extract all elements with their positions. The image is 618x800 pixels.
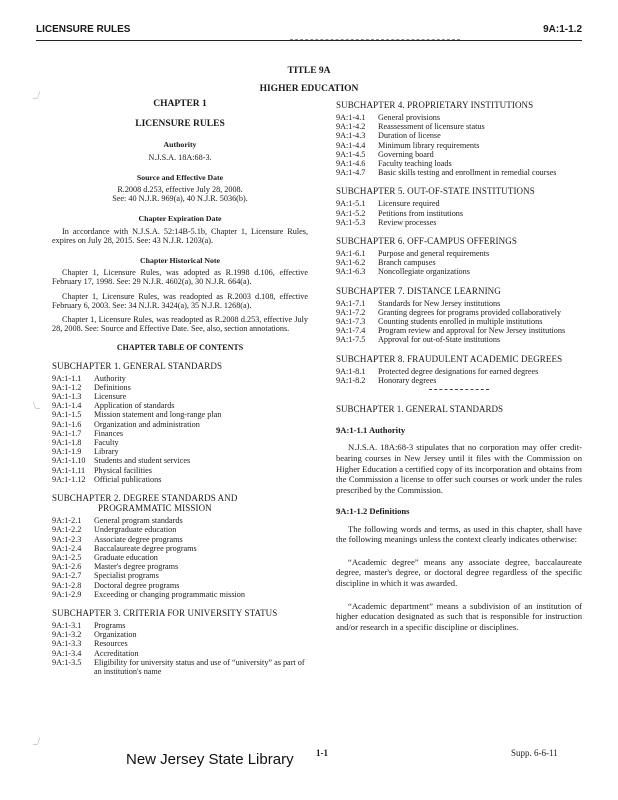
source-heading: Source and Effective Date bbox=[136, 172, 224, 182]
subchapter-5-title: SUBCHAPTER 5. OUT-OF-STATE INSTITUTIONS bbox=[336, 186, 535, 197]
chapter-number: CHAPTER 1 bbox=[153, 99, 207, 109]
subchapter-1-title: SUBCHAPTER 1. GENERAL STANDARDS bbox=[52, 360, 223, 371]
subchapter-6-title: SUBCHAPTER 6. OFF-CAMPUS OFFERINGS bbox=[336, 236, 517, 247]
toc-item: 9A:1-6.3 Noncollegiate organizations bbox=[336, 267, 470, 277]
right-column bbox=[336, 100, 582, 644]
subchapter-4-list bbox=[336, 113, 582, 177]
toc-item: 9A:1-7.1 Standards for New Jersey institutions bbox=[336, 298, 501, 308]
toc-item: 9A:1-7.4 Program review and approval for New Jersey institutions bbox=[336, 326, 566, 336]
toc-item: 9A:1-5.2 Petitions from institutions bbox=[336, 208, 464, 218]
title-line-2: HIGHER EDUCATION bbox=[259, 84, 359, 94]
running-header bbox=[36, 24, 582, 40]
history-para-3: Chapter 1, Licensure Rules, was readopted as R.2008 d.253, effective July 28, 2008. See: Source and Effective Date. See, also, section annotations. bbox=[52, 315, 308, 334]
toc-item: 9A:1-2.9 Exceeding or changing programmatic mission bbox=[52, 589, 245, 599]
section-1-1-heading: 9A:1-1.1 Authority bbox=[336, 425, 406, 436]
supplement-date: Supp. 6-6-11 bbox=[511, 748, 558, 758]
toc-item: 9A:1-1.9 Library bbox=[52, 447, 119, 457]
section-divider bbox=[429, 389, 489, 390]
definition-academic-department: “Academic department” means a subdivision of an institution of higher education designated as such that is responsible for instruction and/or research in a specific discipline or disciplines. bbox=[336, 600, 582, 632]
source-text-1: R.2008 d.253, effective July 28, 2008. bbox=[117, 185, 243, 195]
toc-item: 9A:1-4.5 Governing board bbox=[336, 149, 434, 159]
toc-item: 9A:1-3.5 Eligibility for university status and use of “university” as part of an institution's name bbox=[52, 657, 305, 676]
header-title: LICENSURE RULES bbox=[36, 24, 131, 35]
chapter-title: LICENSURE RULES bbox=[135, 119, 225, 130]
toc-item: 9A:1-8.1 Protected degree designations for earned degrees bbox=[336, 366, 539, 376]
page-number: 1-1 bbox=[316, 748, 328, 758]
margin-mark: \_ bbox=[33, 400, 41, 410]
margin-mark: _/ bbox=[33, 90, 41, 100]
toc-item: 9A:1-2.3 Associate degree programs bbox=[52, 534, 183, 544]
toc-item: 9A:1-1.4 Application of standards bbox=[52, 401, 175, 411]
subchapter-2-title-2: PROGRAMMATIC MISSION bbox=[98, 503, 212, 514]
header-rule bbox=[36, 40, 582, 41]
toc-item: 9A:1-4.3 Duration of license bbox=[336, 131, 441, 141]
subchapter-2-list bbox=[52, 516, 308, 599]
toc-item: 9A:1-6.2 Branch campuses bbox=[336, 258, 436, 268]
toc-item: 9A:1-3.2 Organization bbox=[52, 630, 137, 640]
subchapter-2-title-1: SUBCHAPTER 2. DEGREE STANDARDS AND bbox=[52, 493, 238, 504]
toc-item: 9A:1-7.5 Approval for out-of-State institutions bbox=[336, 335, 501, 345]
toc-title: CHAPTER TABLE OF CONTENTS bbox=[116, 343, 244, 353]
section-1-2-intro: The following words and terms, as used in this chapter, shall have the following meanings unless the context clearly indicates otherwise: bbox=[336, 523, 582, 545]
toc-item: 9A:1-2.8 Doctoral degree programs bbox=[52, 580, 180, 590]
definition-academic-degree: “Academic degree” means any associate degree, baccalaureate degree, master's degree, or doctoral degree regardless of the specific discipline in which it was awarded. bbox=[336, 556, 582, 589]
toc-item: 9A:1-3.4 Accreditation bbox=[52, 648, 139, 658]
toc-item: 9A:1-2.7 Specialist programs bbox=[52, 571, 159, 581]
authority-text: N.J.S.A. 18A:68-3. bbox=[148, 152, 212, 162]
toc-item: 9A:1-2.6 Master's degree programs bbox=[52, 562, 179, 572]
margin-mark: _/ bbox=[33, 736, 41, 746]
toc-item: 9A:1-4.6 Faculty teaching loads bbox=[336, 159, 452, 169]
subchapter-7-title: SUBCHAPTER 7. DISTANCE LEARNING bbox=[336, 285, 501, 296]
left-column bbox=[52, 100, 308, 685]
toc-item: 9A:1-2.5 Graduate education bbox=[52, 552, 158, 562]
toc-item: 9A:1-4.2 Reassessment of licensure status bbox=[336, 122, 485, 132]
toc-item: 9A:1-7.3 Counting students enrolled in multiple institutions bbox=[336, 317, 543, 327]
toc-item: 9A:1-4.4 Minimum library requirements bbox=[336, 140, 480, 150]
toc-item: 9A:1-2.4 Baccalaureate degree programs bbox=[52, 543, 197, 553]
subchapter-3-list bbox=[52, 621, 308, 676]
source-text-2: See: 40 N.J.R. 969(a), 40 N.J.R. 5036(b). bbox=[112, 194, 248, 204]
toc-item: 9A:1-1.6 Organization and administration bbox=[52, 419, 200, 429]
toc-item: 9A:1-5.3 Review processes bbox=[336, 217, 437, 227]
history-para-1: Chapter 1, Licensure Rules, was adopted as R.1998 d.106, effective February 17, 1998. See: 29 N.J.R. 4602(a), 30 N.J.R. 664(a). bbox=[52, 268, 308, 287]
expiration-text: In accordance with N.J.S.A. 52:14B-5.1b, Chapter 1, Licensure Rules, expires on July 28, 2015. See: 43 N.J.R. 1203(a). bbox=[52, 226, 308, 245]
subchapter-1-list bbox=[52, 374, 308, 484]
toc-item: 9A:1-8.2 Honorary degrees bbox=[336, 375, 437, 385]
toc-item: 9A:1-1.10 Students and student services bbox=[52, 456, 191, 466]
toc-item: 9A:1-4.1 General provisions bbox=[336, 113, 441, 122]
toc-item: 9A:1-1.11 Physical facilities bbox=[52, 465, 152, 475]
subchapter-6-list bbox=[336, 249, 582, 277]
toc-item: 9A:1-1.3 Licensure bbox=[52, 392, 127, 402]
section-1-1-text: N.J.S.A. 18A:68-3 stipulates that no corporation may offer credit-bearing courses in New Jersey until it files with the Commission on Higher Education a certified copy of its incorporation and obtains from the Commission a license to offer such courses or work under the rules prescribed by the Commission. bbox=[336, 442, 582, 495]
subchapter-5-list bbox=[336, 199, 582, 227]
toc-item: 9A:1-1.2 Definitions bbox=[52, 382, 131, 392]
expiration-heading: Chapter Expiration Date bbox=[138, 214, 222, 224]
toc-item: 9A:1-1.8 Faculty bbox=[52, 438, 119, 448]
header-section: 9A:1-1.2 bbox=[543, 24, 582, 35]
toc-item: 9A:1-7.2 Granting degrees for programs provided collaboratively bbox=[336, 307, 562, 317]
subchapter-4-title: SUBCHAPTER 4. PROPRIETARY INSTITUTIONS bbox=[336, 100, 534, 110]
toc-item: 9A:1-5.1 Licensure required bbox=[336, 199, 440, 209]
toc-item: 9A:1-6.1 Purpose and general requirements bbox=[336, 249, 490, 259]
authority-heading: Authority bbox=[163, 140, 197, 150]
subchapter-8-title: SUBCHAPTER 8. FRAUDULENT ACADEMIC DEGREES bbox=[336, 353, 563, 364]
toc-item: 9A:1-4.7 Basic skills testing and enrollment in remedial courses bbox=[336, 168, 557, 178]
toc-item: 9A:1-3.1 Programs bbox=[52, 620, 126, 630]
toc-item: 9A:1-2.1 General program standards bbox=[52, 516, 183, 526]
body-subchapter-heading: SUBCHAPTER 1. GENERAL STANDARDS bbox=[336, 404, 503, 415]
subchapter-3-title: SUBCHAPTER 3. CRITERIA FOR UNIVERSITY STATUS bbox=[52, 607, 278, 618]
toc-item: 9A:1-2.2 Undergraduate education bbox=[52, 525, 177, 535]
library-watermark: New Jersey State Library bbox=[126, 751, 294, 768]
subchapter-8-list bbox=[336, 367, 582, 385]
header-rule-dashed bbox=[290, 39, 460, 40]
subchapter-7-list bbox=[336, 299, 582, 345]
toc-item: 9A:1-1.1 Authority bbox=[52, 373, 126, 383]
toc-item: 9A:1-3.3 Resources bbox=[52, 639, 128, 649]
history-para-2: Chapter 1, Licensure Rules, was readopted as R.2003 d.108, effective February 6, 2003. See: 34 N.J.R. 3424(a), 35 N.J.R. 1268(a). bbox=[52, 291, 308, 310]
section-1-2-heading: 9A:1-1.2 Definitions bbox=[336, 506, 410, 517]
toc-item: 9A:1-1.12 Official publications bbox=[52, 474, 162, 484]
history-heading: Chapter Historical Note bbox=[140, 256, 220, 266]
toc-item: 9A:1-1.7 Finances bbox=[52, 428, 124, 438]
toc-item: 9A:1-1.5 Mission statement and long-range plan bbox=[52, 410, 222, 420]
title-line-1: TITLE 9A bbox=[287, 66, 331, 76]
